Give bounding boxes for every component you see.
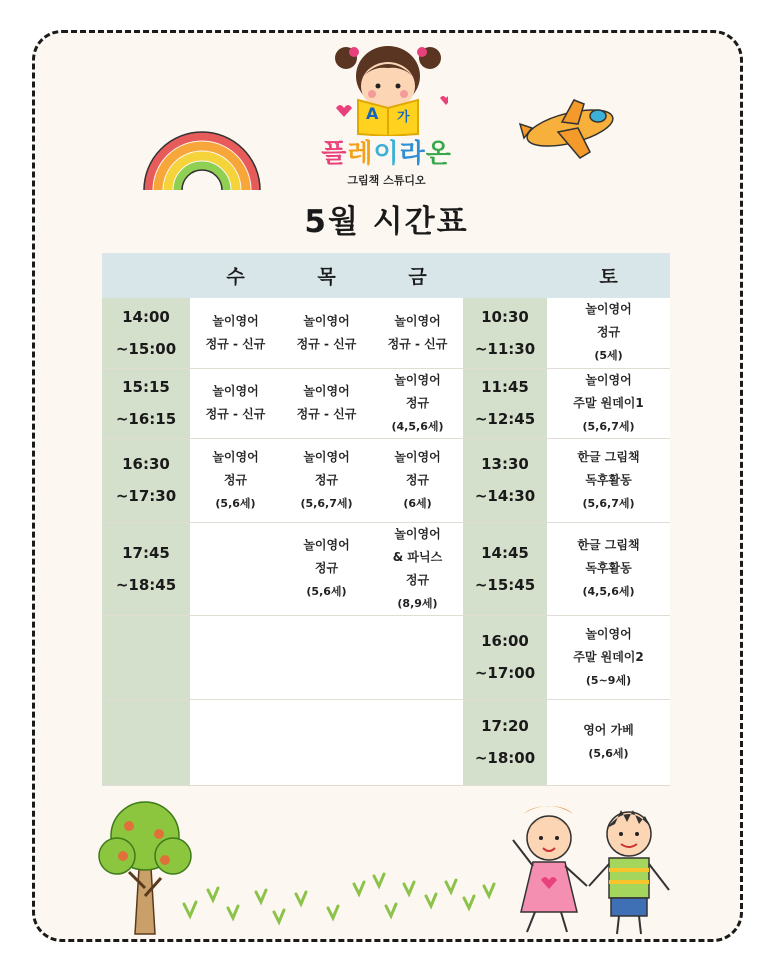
class-line: 놀이영어	[303, 538, 350, 552]
wednesday-class-cell	[190, 368, 281, 438]
class-line: 정규	[314, 561, 339, 575]
class-line: 정규	[596, 325, 621, 340]
class-line: 한글 그림책	[577, 449, 640, 464]
saturday-class-cell	[547, 298, 670, 368]
wednesday-class-cell	[190, 699, 281, 785]
class-line: 놀이영어	[303, 313, 350, 328]
time-start: 17:20	[481, 717, 529, 735]
book-letter-ga: 가	[397, 110, 410, 125]
class-line: 정규 - 신규	[205, 336, 266, 351]
thursday-class-cell	[281, 699, 372, 785]
saturday-time-cell	[463, 438, 547, 522]
class-line: 정규	[405, 395, 430, 410]
saturday-class-cell	[547, 615, 670, 699]
table-row	[102, 522, 670, 615]
class-line: 정규 - 신규	[296, 407, 357, 421]
table-row	[102, 438, 670, 522]
book-letter-a: A	[366, 104, 379, 123]
time-end: ~15:00	[115, 339, 177, 358]
class-age: (5,6,7세)	[300, 496, 353, 510]
class-line: 한글 그림책	[577, 538, 640, 552]
header-friday: 금	[372, 253, 463, 298]
kids-illustration	[505, 800, 677, 938]
airplane-illustration	[518, 98, 618, 160]
class-line: 놀이영어	[212, 384, 259, 398]
class-line: & 파닉스	[392, 549, 443, 564]
saturday-time-cell	[463, 522, 547, 615]
header-wednesday: 수	[190, 253, 281, 298]
time-start: 16:00	[481, 632, 529, 650]
class-line: 놀이영어	[585, 626, 632, 641]
time-start: 14:45	[481, 543, 529, 562]
class-age: (5세)	[594, 349, 623, 363]
weekday-time-cell	[102, 522, 190, 615]
wednesday-class-cell	[190, 438, 281, 522]
class-line: 주말 원데이1	[573, 395, 644, 410]
class-line: 정규 - 신규	[387, 336, 448, 351]
wednesday-class-cell	[190, 522, 281, 615]
header-time-col	[102, 253, 190, 298]
class-age: (5,6세)	[306, 585, 347, 598]
class-line: 정규	[405, 572, 430, 587]
class-line: 독후활동	[585, 561, 632, 575]
time-end: ~11:30	[474, 339, 536, 358]
weekday-time-cell	[102, 298, 190, 368]
header-sat-time-col	[463, 253, 547, 298]
class-age: (5,6,7세)	[582, 496, 635, 510]
time-start: 16:30	[122, 455, 170, 473]
table-header-row	[102, 253, 670, 298]
weekday-time-cell	[102, 699, 190, 785]
brand-name	[0, 133, 773, 170]
header-thursday: 목	[281, 253, 372, 298]
header-saturday: 토	[547, 253, 670, 298]
brand-char: 이	[373, 139, 400, 169]
class-line: 놀이영어	[212, 313, 259, 328]
table-row	[102, 615, 670, 699]
class-age: (5,6,7세)	[582, 419, 635, 433]
thursday-class-cell	[281, 615, 372, 699]
class-age: (6세)	[403, 496, 432, 510]
class-line: 주말 원데이2	[573, 649, 644, 664]
weekday-time-cell	[102, 615, 190, 699]
brand-subtitle: 그림책 스튜디오	[347, 174, 426, 187]
friday-class-cell	[372, 615, 463, 699]
saturday-class-cell	[547, 438, 670, 522]
saturday-time-cell	[463, 615, 547, 699]
time-start: 11:45	[481, 378, 529, 396]
schedule-table	[102, 253, 670, 786]
time-end: ~14:30	[474, 487, 536, 505]
time-end: ~17:00	[474, 664, 536, 682]
class-line: 영어 가베	[583, 723, 634, 737]
logo-girl-illustration	[328, 36, 448, 136]
class-age: (4,5,6세)	[391, 419, 444, 433]
class-line: 독후활동	[585, 472, 632, 487]
friday-class-cell	[372, 699, 463, 785]
class-age: (5,6세)	[588, 747, 629, 760]
class-line: 놀이영어	[303, 449, 350, 464]
class-line: 놀이영어	[212, 449, 259, 464]
saturday-time-cell	[463, 699, 547, 785]
time-start: 14:00	[122, 307, 170, 326]
brand-char: 레	[347, 139, 374, 169]
thursday-class-cell	[281, 438, 372, 522]
class-age: (8,9세)	[397, 596, 438, 610]
class-line: 정규 - 신규	[296, 336, 357, 351]
saturday-time-cell	[463, 368, 547, 438]
time-end: ~15:45	[474, 575, 536, 594]
class-age: (4,5,6세)	[582, 585, 635, 598]
class-line: 정규 - 신규	[205, 407, 266, 421]
table-row	[102, 699, 670, 785]
time-end: ~16:15	[115, 410, 177, 428]
time-end: ~17:30	[115, 487, 177, 505]
wednesday-class-cell	[190, 615, 281, 699]
class-line: 놀이영어	[394, 372, 441, 387]
friday-class-cell	[372, 298, 463, 368]
brand-char: 온	[425, 139, 452, 169]
weekday-time-cell	[102, 368, 190, 438]
saturday-time-cell	[463, 298, 547, 368]
saturday-class-cell	[547, 522, 670, 615]
time-start: 10:30	[481, 307, 529, 326]
rainbow-illustration	[140, 126, 265, 196]
friday-class-cell	[372, 368, 463, 438]
brand-char: 라	[399, 139, 426, 169]
table-row	[102, 298, 670, 368]
friday-class-cell	[372, 522, 463, 615]
wednesday-class-cell	[190, 298, 281, 368]
page-title: 5월 시간표	[304, 204, 469, 240]
saturday-class-cell	[547, 699, 670, 785]
class-line: 놀이영어	[394, 526, 441, 541]
grass-illustration	[178, 868, 508, 928]
time-end: ~18:00	[474, 749, 536, 767]
thursday-class-cell	[281, 298, 372, 368]
class-line: 놀이영어	[585, 302, 632, 317]
thursday-class-cell	[281, 368, 372, 438]
class-age: (5~9세)	[585, 673, 632, 687]
time-start: 17:45	[122, 543, 170, 562]
class-line: 놀이영어	[585, 372, 632, 387]
saturday-class-cell	[547, 368, 670, 438]
class-line: 정규	[314, 472, 339, 487]
time-end: ~18:45	[115, 575, 177, 594]
thursday-class-cell	[281, 522, 372, 615]
class-line: 놀이영어	[394, 313, 441, 328]
class-line: 정규	[223, 472, 248, 487]
friday-class-cell	[372, 438, 463, 522]
brand-char: 플	[321, 139, 348, 169]
class-line: 놀이영어	[394, 449, 441, 464]
weekday-time-cell	[102, 438, 190, 522]
time-start: 15:15	[122, 378, 170, 396]
time-end: ~12:45	[474, 410, 536, 428]
class-line: 놀이영어	[303, 384, 350, 398]
table-row	[102, 368, 670, 438]
class-age: (5,6세)	[215, 496, 256, 510]
class-line: 정규	[405, 472, 430, 487]
time-start: 13:30	[481, 455, 529, 473]
